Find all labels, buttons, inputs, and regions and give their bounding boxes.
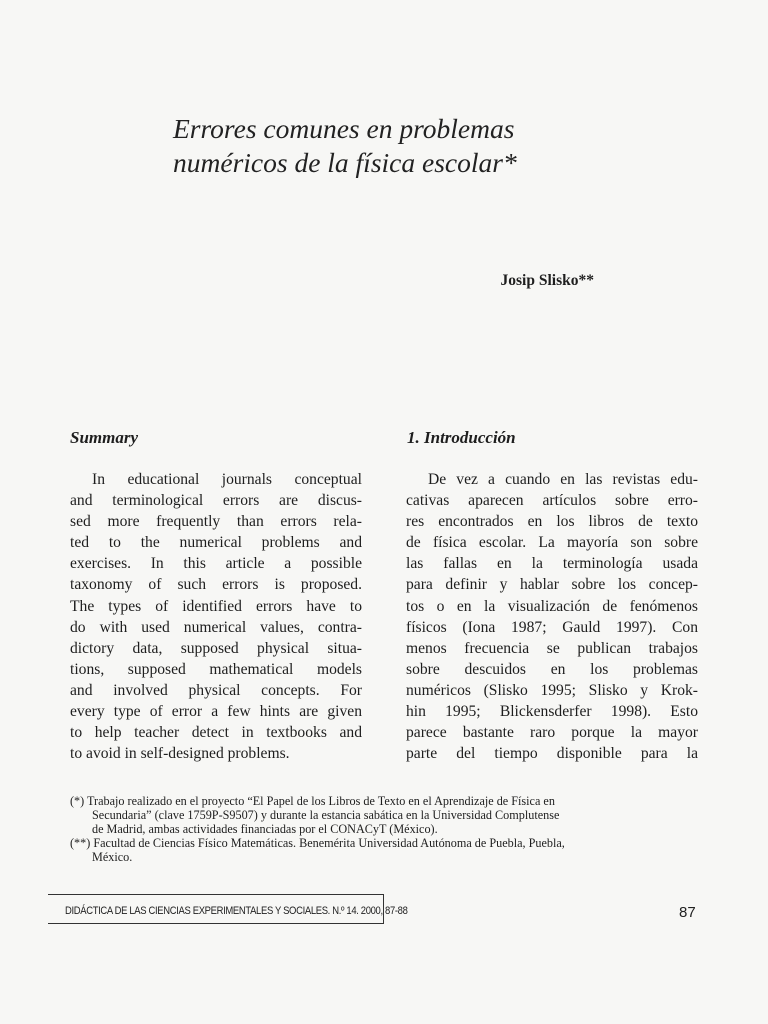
summary-line: dictory data, supposed physical situa-: [70, 639, 362, 657]
introduction-line: físicos (Iona 1987; Gauld 1997). Con: [406, 618, 698, 636]
summary-line: do with used numerical values, contra-: [70, 618, 362, 636]
introduction-line: hin 1995; Blickensderfer 1998). Esto: [406, 703, 698, 721]
summary-line: taxonomy of such errors is proposed.: [70, 576, 362, 594]
summary-line: exercises. In this article a possible: [70, 555, 362, 573]
summary-line: and terminological errors are discus-: [70, 492, 362, 510]
summary-body: [70, 469, 362, 764]
introduction-line: parte del tiempo disponible para la: [406, 745, 698, 763]
summary-line: In educational journals conceptual: [92, 471, 362, 488]
introduction-line: para definir y hablar sobre los concep-: [406, 576, 698, 594]
introduction-line: sobre descuidos en los problemas: [406, 660, 698, 678]
summary-line: tions, supposed mathematical models: [70, 660, 362, 678]
journal-citation: DIDÁCTICA DE LAS CIENCIAS EXPERIMENTALES Y SOCIALES. N.º 14. 2000, 87-88: [65, 905, 408, 917]
summary-line: The types of identified errors have to: [70, 597, 362, 615]
page-number: 87: [679, 904, 696, 921]
introduction-line: de física escolar. La mayoría son sobre: [406, 534, 698, 552]
introduction-heading: 1. Introducción: [407, 428, 516, 447]
summary-line: ted to the numerical problems and: [70, 534, 362, 552]
introduction-line: parece bastante raro porque la mayor: [406, 724, 698, 742]
footnote-1-line: Secundaria” (clave 1759P-S9507) y durante la estancia sabática en la Universidad Complutense: [92, 808, 560, 822]
title-line-2: numéricos de la física escolar*: [173, 147, 517, 178]
introduction-body: [406, 469, 698, 764]
footnote-1-line: de Madrid, ambas actividades financiadas por el CONACyT (México).: [92, 822, 438, 836]
introduction-line: res encontrados en los libros de texto: [406, 513, 698, 531]
summary-heading: Summary: [70, 428, 139, 447]
author-name: Josip Slisko**: [500, 272, 594, 289]
summary-line: and involved physical concepts. For: [70, 681, 362, 699]
summary-line: to help teacher detect in textbooks and: [70, 724, 362, 742]
summary-line: every type of error a few hints are given: [70, 703, 362, 721]
introduction-line: tos o en la visualización de fenómenos: [406, 597, 698, 615]
introduction-line: menos frecuencia se publican trabajos: [406, 639, 698, 657]
article-title: [173, 112, 693, 180]
title-line-1: Errores comunes en problemas: [173, 113, 515, 144]
summary-line: sed more frequently than errors rela-: [70, 513, 362, 531]
introduction-line: numéricos (Slisko 1995; Slisko y Krok-: [406, 681, 698, 699]
summary-line: to avoid in self-designed problems.: [70, 745, 290, 763]
introduction-line: De vez a cuando en las revistas edu-: [428, 471, 698, 488]
introduction-line: cativas aparecen artículos sobre erro-: [406, 492, 698, 510]
footnotes: [70, 794, 700, 864]
introduction-line: las fallas en la terminología usada: [406, 555, 698, 573]
footnote-1-line: (*) Trabajo realizado en el proyecto “El Papel de los Libros de Texto en el Aprendizaje de Física en: [70, 794, 555, 808]
footnote-2-line: México.: [92, 850, 133, 864]
footnote-2-line: (**) Facultad de Ciencias Físico Matemáticas. Benemérita Universidad Autónoma de Puebla, Puebla,: [70, 836, 565, 850]
